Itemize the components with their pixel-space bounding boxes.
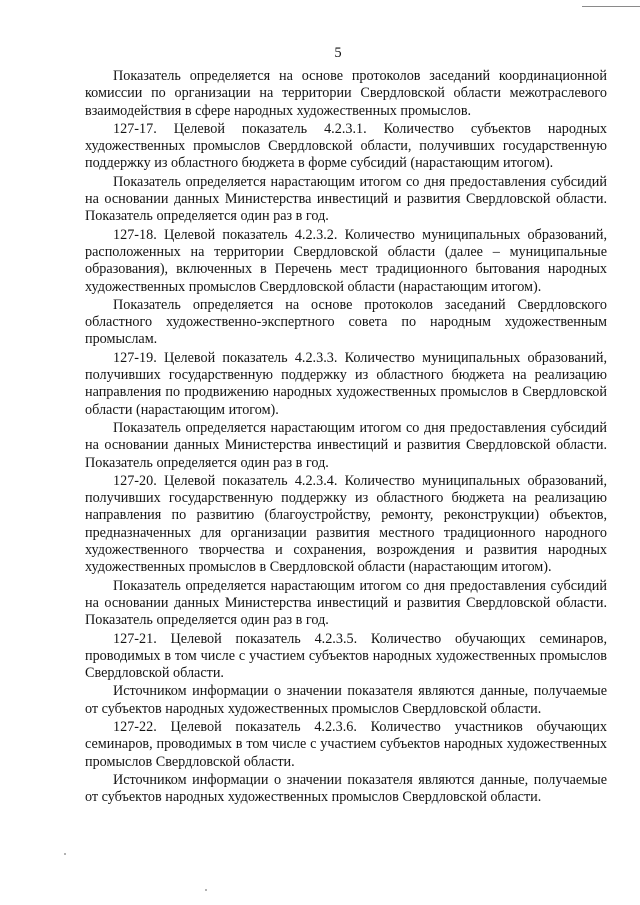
document-body [85, 68, 607, 807]
paragraph-11: Источником информации о значении показателя являются данные, получаемые от субъектов народных художественных промыслов Свердловской области. [85, 683, 607, 717]
paragraph-1: Показатель определяется на основе протоколов заседаний координационной комиссии по организации на территории Свердловской области межотраслевого взаимодействия в сфере народных художественных промыслов. [85, 68, 607, 119]
paragraph-7: Показатель определяется нарастающим итогом со дня предоставления субсидий на основании данных Министерства инвестиций и развития Свердловской области. Показатель определяется один раз в год. [85, 419, 607, 471]
paragraph-10: 127-21. Целевой показатель 4.2.3.5. Количество обучающих семинаров, проводимых в том числе с участием субъектов народных художественных промыслов Свердловской области. [85, 630, 607, 682]
corner-rule [582, 6, 640, 7]
scan-speck [64, 853, 66, 855]
paragraph-13: Источником информации о значении показателя являются данные, получаемые от субъектов народных художественных промыслов Свердловской области. [85, 771, 607, 806]
paragraph-9: Показатель определяется нарастающим итогом со дня предоставления субсидий на основании данных Министерства инвестиций и развития Свердловской области. Показатель определяется один раз в год. [85, 577, 607, 629]
paragraph-2: 127-17. Целевой показатель 4.2.3.1. Количество субъектов народных художественных промыслов Свердловской области, получивших государственную поддержку из областного бюджета в форме субсидий (нарастающим итогом). [85, 120, 607, 172]
page-number: 5 [334, 45, 342, 61]
paragraph-12: 127-22. Целевой показатель 4.2.3.6. Количество участников обучающих семинаров, проводимых в том числе с участием субъектов народных художественных промыслов Свердловской области. [85, 718, 607, 770]
paragraph-6: 127-19. Целевой показатель 4.2.3.3. Количество муниципальных образований, получивших государственную поддержку из областного бюджета на реализацию направления по продвижению народных художественных промыслов в Свердловской области (нарастающим итогом). [85, 349, 607, 418]
scan-speck [205, 889, 207, 891]
paragraph-3: Показатель определяется нарастающим итогом со дня предоставления субсидий на основании данных Министерства инвестиций и развития Свердловской области. Показатель определяется один раз в год. [85, 173, 607, 225]
paragraph-5: Показатель определяется на основе протоколов заседаний Свердловского областного художественно-экспертного совета по народным художественным промыслам. [85, 296, 607, 348]
paragraph-8: 127-20. Целевой показатель 4.2.3.4. Количество муниципальных образований, получивших государственную поддержку из областного бюджета на реализацию направления по развитию (благоустройству, ремонту, реконструкции) объектов, предназначенных для организации развития местного традиционного народного художественного творчества и сохранения, возрождения и развития народных художественных промыслов в Свердловской области (нарастающим итогом). [85, 472, 607, 576]
paragraph-4: 127-18. Целевой показатель 4.2.3.2. Количество муниципальных образований, расположенных на территории Свердловской области (далее – муниципальные образования), включенных в Перечень мест традиционного бытования народных художественных промыслов Свердловской области (нарастающим итогом). [85, 226, 607, 295]
